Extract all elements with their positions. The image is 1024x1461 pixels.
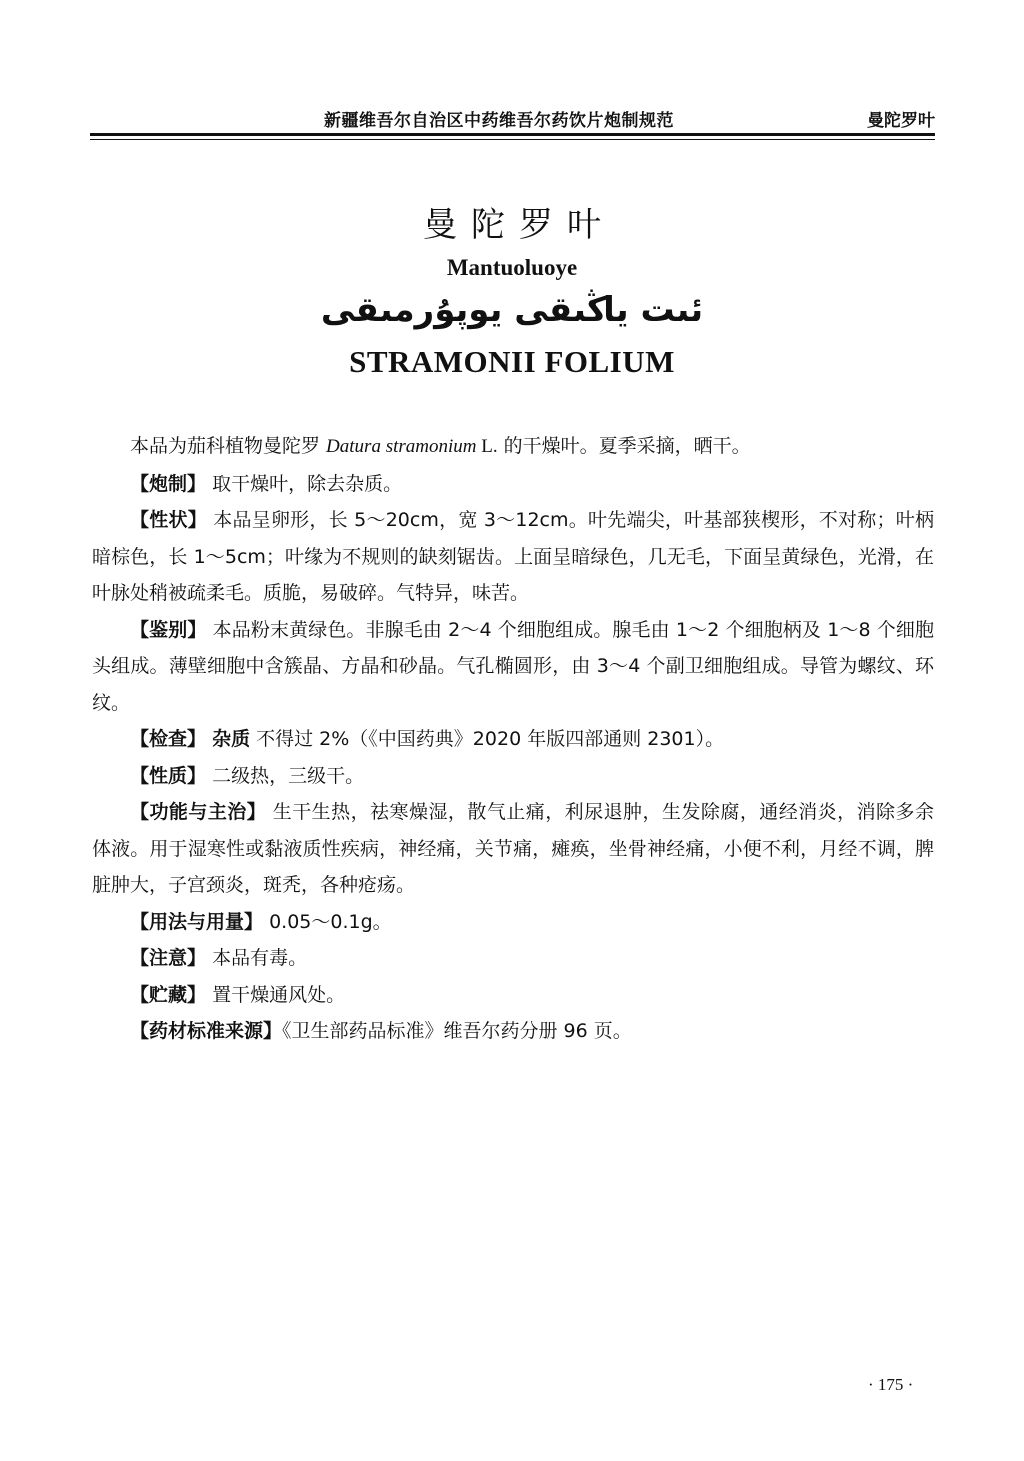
- source-label: 【药材标准来源】: [130, 1020, 283, 1042]
- title-pinyin: Mantuoluoye: [446, 255, 578, 280]
- species-name: Datura stramonium: [326, 436, 477, 457]
- caution-paragraph: [92, 940, 934, 977]
- identification-text: 本品粉末黄绿色。非腺毛由 2～4 个细胞组成。腺毛由 1～2 个细胞柄及 1～8 个细胞头组成。薄壁细胞中含簇晶、方晶和砂晶。气孔椭圆形，由 3～4 个副卫细胞组成。导管为螺纹、环纹。: [92, 618, 934, 714]
- running-header: [90, 104, 935, 136]
- caution-text: 本品有毒。: [212, 947, 308, 969]
- nature-text: 二级热，三级干。: [212, 764, 365, 787]
- intro-paragraph: [92, 428, 934, 466]
- header-section-name: 曼陀罗叶: [867, 111, 935, 131]
- intro-text-before: 本品为茄科植物曼陀罗: [130, 435, 327, 457]
- title-chinese: 曼陀罗叶: [423, 205, 615, 245]
- identification-label: 【鉴别】: [130, 618, 207, 641]
- header-title: 新疆维吾尔自治区中药维吾尔药饮片炮制规范: [324, 111, 674, 131]
- storage-label: 【贮藏】: [130, 983, 207, 1006]
- storage-paragraph: [92, 977, 934, 1014]
- nature-label: 【性质】: [130, 764, 207, 787]
- intro-text-after: 的干燥叶。夏季采摘，晒干。: [497, 435, 751, 457]
- page-number: · 175 ·: [868, 1375, 914, 1394]
- characteristics-label: 【性状】: [130, 509, 207, 531]
- functions-text: 生干生热，祛寒燥湿，散气止痛，利尿退肿，生发除腐，通经消炎，消除多余体液。用于湿寒性或黏液质性疾病，神经痛，关节痛，瘫痪，坐骨神经痛，小便不利，月经不调，脾脏肿大，子宫颈炎，斑秃，各种疮疡。: [92, 801, 934, 896]
- characteristics-paragraph: [92, 502, 934, 612]
- processing-paragraph: [92, 466, 934, 503]
- source-paragraph: [92, 1013, 934, 1050]
- source-text: 《卫生部药品标准》维吾尔药分册 96 页。: [282, 1020, 632, 1042]
- processing-text: 取干燥叶，除去杂质。: [212, 472, 403, 495]
- species-author: L.: [476, 436, 498, 457]
- header-rule-thin: [90, 139, 935, 140]
- dosage-text: 0.05～0.1g。: [269, 910, 392, 933]
- title-uyghur: ئىت ياڭىقى يوپۇرمىقى: [320, 290, 704, 330]
- header-rule-thick: [90, 133, 935, 136]
- inspection-paragraph: [92, 721, 934, 758]
- monograph-body: [92, 428, 934, 1050]
- dosage-paragraph: [92, 904, 934, 941]
- inspection-text: 不得过 2%（《中国药典》2020 年版四部通则 2301）。: [256, 728, 725, 750]
- dosage-label: 【用法与用量】: [130, 910, 264, 933]
- processing-label: 【炮制】: [130, 472, 207, 495]
- functions-paragraph: [92, 794, 934, 904]
- functions-label: 【功能与主治】: [130, 801, 267, 823]
- inspection-label: 【检查】: [130, 728, 207, 750]
- storage-text: 置干燥通风处。: [212, 983, 346, 1006]
- characteristics-text: 本品呈卵形，长 5～20cm，宽 3～12cm。叶先端尖，叶基部狭楔形，不对称；叶柄暗棕色，长 1～5cm；叶缘为不规则的缺刻锯齿。上面呈暗绿色，几无毛，下面呈黄绿色，光滑，在叶脉处稍被疏柔毛。质脆，易破碎。气特异，味苦。: [92, 509, 934, 604]
- nature-paragraph: [92, 758, 934, 795]
- title-latin: STRAMONII FOLIUM: [349, 344, 675, 379]
- caution-label: 【注意】: [130, 947, 207, 969]
- identification-paragraph: [92, 612, 934, 722]
- inspection-sublabel: 杂质: [212, 728, 251, 750]
- monograph-title-block: [0, 200, 1024, 382]
